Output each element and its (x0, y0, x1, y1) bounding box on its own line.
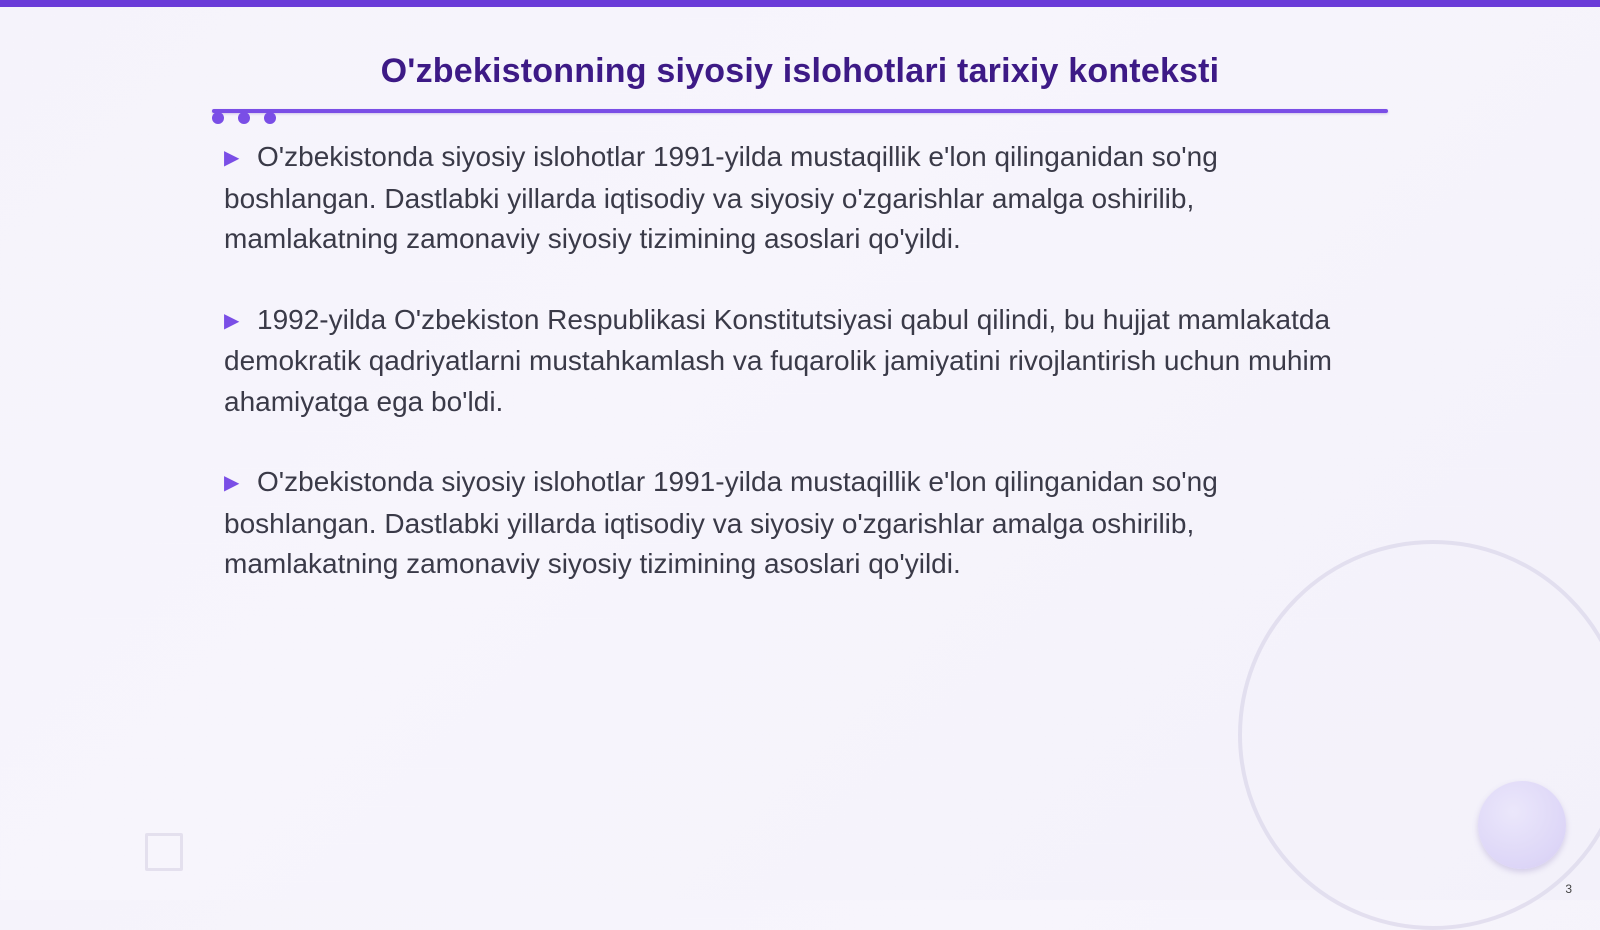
decorative-square (145, 833, 183, 871)
decorative-dot (238, 112, 250, 124)
decorative-dot (212, 112, 224, 124)
bullet-item (224, 300, 1364, 423)
page-number: 3 (1565, 882, 1572, 896)
decorative-ring (1238, 540, 1600, 930)
top-accent-bar (0, 0, 1600, 7)
triangle-right-icon: ▶ (224, 472, 240, 494)
bullet-item (224, 462, 1364, 585)
decorative-dot (264, 112, 276, 124)
triangle-right-icon: ▶ (224, 147, 240, 169)
bullet-text: O'zbekistonda siyosiy islohotlar 1991-yilda mustaqillik e'lon qilinganidan so'ng boshlangan. Dastlabki yillarda iqtisodiy va siyosiy o'zgarishlar amalga oshirilib, mamlakatning zamonaviy siyosiy tizimining asoslari qo'yildi. (224, 141, 1218, 254)
bullet-item (224, 137, 1364, 260)
slide-title: O'zbekistonning siyosiy islohotlari tarixiy konteksti (380, 52, 1220, 90)
title-underline (212, 109, 1388, 113)
triangle-right-icon: ▶ (224, 309, 240, 332)
bullet-text: 1992-yilda O'zbekiston Respublikasi Konstitutsiyasi qabul qilindi, bu hujjat mamlakatda demokratik qadriyatlarni mustahkamlash va fuqarolik jamiyatini rivojlantirish uchun muhim ahamiyatga ega bo'ldi. (224, 303, 1333, 417)
decorative-circle (1478, 781, 1566, 869)
bullet-text: O'zbekistonda siyosiy islohotlar 1991-yilda mustaqillik e'lon qilinganidan so'ng boshlangan. Dastlabki yillarda iqtisodiy va siyosiy o'zgarishlar amalga oshirilib, mamlakatning zamonaviy siyosiy tizimining asoslari qo'yildi. (224, 466, 1218, 579)
bullet-list (224, 137, 1364, 625)
